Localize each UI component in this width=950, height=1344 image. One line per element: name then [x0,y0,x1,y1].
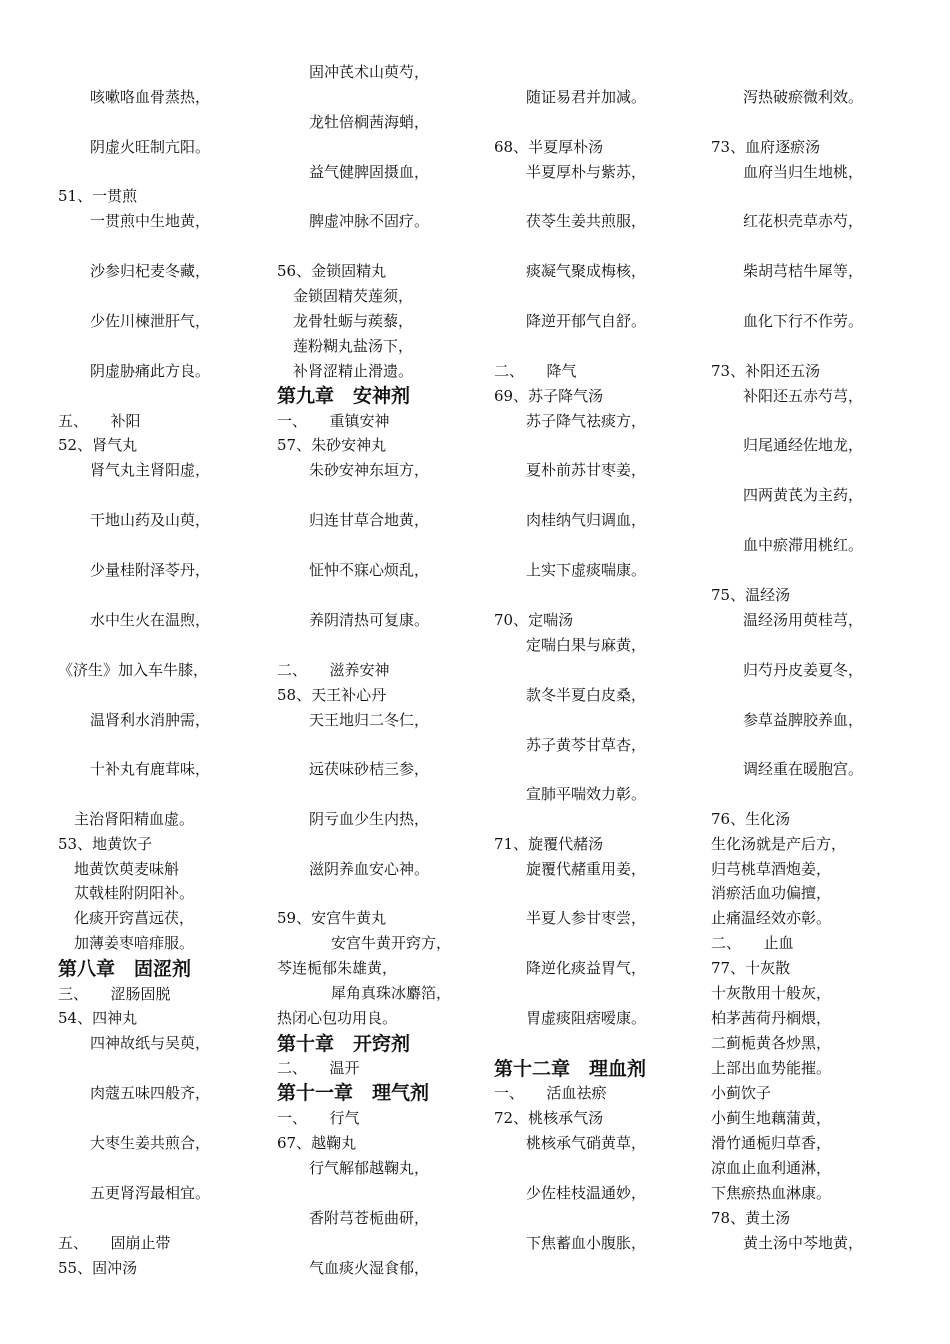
text-line: 75、温经汤 [711,586,791,604]
text-line: 二、 滋养安神 [277,661,390,679]
text-line: 化痰开窍菖远茯， [74,909,195,927]
text-line: 归尾通经佐地龙， [743,436,864,454]
text-line: 阴虚胁痛此方良。 [90,362,211,380]
text-line: 热闭心包功用良。 [277,1009,398,1027]
text-line: 干地山药及山萸， [90,511,211,529]
text-line: 五、 补阳 [58,412,141,430]
text-line: 苁戟桂附阴阳补。 [74,884,195,902]
text-line: 行气解郁越鞠丸， [309,1159,430,1177]
text-line: 59、安宫牛黄丸 [277,909,387,927]
text-line: 参草益脾胶养血， [743,711,864,729]
text-line: 四神故纸与吴萸， [90,1034,211,1052]
text-line: 香附芎苍栀曲研， [309,1209,430,1227]
text-line: 70、定喘汤 [494,611,574,629]
text-line: 消瘀活血功偏擅， [711,884,832,902]
text-line: 金锁固精芡莲须， [293,287,414,305]
text-column-1 [58,0,288,1344]
text-line: 莲粉糊丸盐汤下， [293,337,414,355]
text-line: 柏茅茜荷丹榈煨， [711,1009,832,1027]
text-line: 53、地黄饮子 [58,835,153,853]
text-line: 一贯煎中生地黄， [90,212,211,230]
text-line: 犀角真珠冰麝箔， [331,984,452,1002]
text-line: 52、肾气丸 [58,436,138,454]
text-line: 天王地归二冬仁， [309,711,430,729]
text-line: 安宫牛黄开窍方， [331,934,452,952]
text-line: 77、十灰散 [711,959,791,977]
text-line: 血化下行不作劳。 [743,312,864,330]
text-line: 降逆开郁气自舒。 [526,312,647,330]
text-line: 上实下虚痰喘康。 [526,561,647,579]
text-line: 少佐桂枝温通妙， [526,1184,647,1202]
text-line: 调经重在暖胞宫。 [743,760,864,778]
text-line: 沙参归杞麦冬藏， [90,262,211,280]
text-column-3 [494,0,724,1344]
text-line: 补肾涩精止滑遗。 [293,362,414,380]
text-line: 归芎桃草酒炮姜， [711,860,832,878]
text-line: 五更肾泻最相宜。 [90,1184,211,1202]
text-line: 半夏人参甘枣尝， [526,909,647,927]
text-line: 二、 止血 [711,934,794,952]
text-line: 半夏厚朴与紫苏， [526,163,647,181]
text-line: 苏子黄芩甘草杏， [526,736,647,754]
text-line: 温肾利水消肿需， [90,711,211,729]
text-line: 水中生火在温煦， [90,611,211,629]
chapter-heading: 第十二章 理血剂 [494,1058,647,1080]
text-line: 阴亏血少生内热， [309,810,430,828]
text-line: 补阳还五赤芍芎， [743,387,864,405]
text-line: 咳嗽咯血骨蒸热， [90,88,211,106]
text-line: 68、半夏厚朴汤 [494,138,604,156]
text-line: 血中瘀滞用桃红。 [743,536,864,554]
text-line: 龙牡倍榈茜海蛸， [309,113,430,131]
text-line: 生化汤就是产后方， [711,835,847,853]
chapter-heading: 第九章 安神剂 [277,385,411,407]
text-line: 一、 活血祛瘀 [494,1084,607,1102]
text-line: 56、金锁固精丸 [277,262,387,280]
text-line: 二、 降气 [494,362,577,380]
text-line: 小蓟饮子 [711,1084,772,1102]
text-line: 阴虚火旺制亢阳。 [90,138,211,156]
text-line: 怔忡不寐心烦乱， [309,561,430,579]
text-line: 肉蔻五味四般齐， [90,1084,211,1102]
text-line: 55、固冲汤 [58,1259,138,1277]
text-line: 《济生》加入车牛膝， [58,661,209,679]
text-line: 款冬半夏白皮桑， [526,686,647,704]
text-column-4 [711,0,941,1344]
text-line: 血府当归生地桃， [743,163,864,181]
text-line: 73、补阳还五汤 [711,362,821,380]
text-column-2 [277,0,507,1344]
text-line: 脾虚冲脉不固疗。 [309,212,430,230]
text-line: 72、桃核承气汤 [494,1109,604,1127]
text-line: 苏子降气祛痰方， [526,412,647,430]
text-line: 58、天王补心丹 [277,686,387,704]
text-line: 少量桂附泽苓丹， [90,561,211,579]
text-line: 胃虚痰阻痞嗳康。 [526,1009,647,1027]
text-line: 小蓟生地藕蒲黄， [711,1109,832,1127]
text-line: 益气健脾固摄血， [309,163,430,181]
text-line: 归芍丹皮姜夏冬， [743,661,864,679]
text-line: 76、生化汤 [711,810,791,828]
text-line: 四两黄芪为主药， [743,486,864,504]
text-line: 远茯味砂桔三参， [309,760,430,778]
text-line: 气血痰火湿食郁， [309,1259,430,1277]
text-line: 降逆化痰益胃气， [526,959,647,977]
text-line: 上部出血势能摧。 [711,1059,832,1077]
text-line: 54、四神丸 [58,1009,138,1027]
text-line: 滑竹通栀归草香， [711,1134,832,1152]
text-line: 地黄饮萸麦味斛 [74,860,180,878]
text-line: 宣肺平喘效力彰。 [526,785,647,803]
text-line: 养阴清热可复康。 [309,611,430,629]
text-line: 主治肾阳精血虚。 [74,810,195,828]
text-line: 一、 行气 [277,1109,360,1127]
text-line: 龙骨牡蛎与蒺藜， [293,312,414,330]
text-line: 柴胡芎桔牛犀等， [743,262,864,280]
text-line: 一、 重镇安神 [277,412,390,430]
text-line: 十灰散用十般灰， [711,984,832,1002]
text-line: 73、血府逐瘀汤 [711,138,821,156]
text-line: 78、黄土汤 [711,1209,791,1227]
text-line: 归连甘草合地黄， [309,511,430,529]
text-line: 下焦瘀热血淋康。 [711,1184,832,1202]
text-line: 茯苓生姜共煎服， [526,212,647,230]
text-line: 芩连栀郁朱雄黄， [277,959,398,977]
text-line: 下焦蓄血小腹胀， [526,1234,647,1252]
text-line: 肉桂纳气归调血， [526,511,647,529]
text-line: 67、越鞠丸 [277,1134,357,1152]
text-line: 夏朴前苏甘枣姜， [526,461,647,479]
text-line: 固冲芪术山萸芍， [309,63,430,81]
text-line: 温经汤用萸桂芎， [743,611,864,629]
chapter-heading: 第十章 开窍剂 [277,1033,411,1055]
text-line: 黄土汤中芩地黄， [743,1234,864,1252]
text-line: 旋覆代赭重用姜， [526,860,647,878]
text-line: 十补丸有鹿茸味， [90,760,211,778]
text-line: 朱砂安神东垣方， [309,461,430,479]
text-line: 69、苏子降气汤 [494,387,604,405]
text-line: 滋阴养血安心神。 [309,860,430,878]
text-line: 随证易君并加减。 [526,88,647,106]
text-line: 51、一贯煎 [58,187,138,205]
text-line: 红花枳壳草赤芍， [743,212,864,230]
text-line: 少佐川楝泄肝气， [90,312,211,330]
text-line: 71、旋覆代赭汤 [494,835,604,853]
text-line: 凉血止血利通淋， [711,1159,832,1177]
text-line: 二蓟栀黄各炒黑， [711,1034,832,1052]
chapter-heading: 第十一章 理气剂 [277,1082,430,1104]
text-line: 止痛温经效亦彰。 [711,909,832,927]
text-line: 大枣生姜共煎合， [90,1134,211,1152]
text-line: 桃核承气硝黄草， [526,1134,647,1152]
text-line: 五、 固崩止带 [58,1234,171,1252]
text-line: 57、朱砂安神丸 [277,436,387,454]
text-line: 痰凝气聚成梅核， [526,262,647,280]
text-line: 泻热破瘀微利效。 [743,88,864,106]
text-line: 定喘白果与麻黄， [526,636,647,654]
chapter-heading: 第八章 固涩剂 [58,958,192,980]
text-line: 三、 涩肠固脱 [58,985,171,1003]
text-line: 二、 温开 [277,1059,360,1077]
text-line: 肾气丸主肾阳虚， [90,461,211,479]
text-line: 加薄姜枣喑痱服。 [74,934,195,952]
